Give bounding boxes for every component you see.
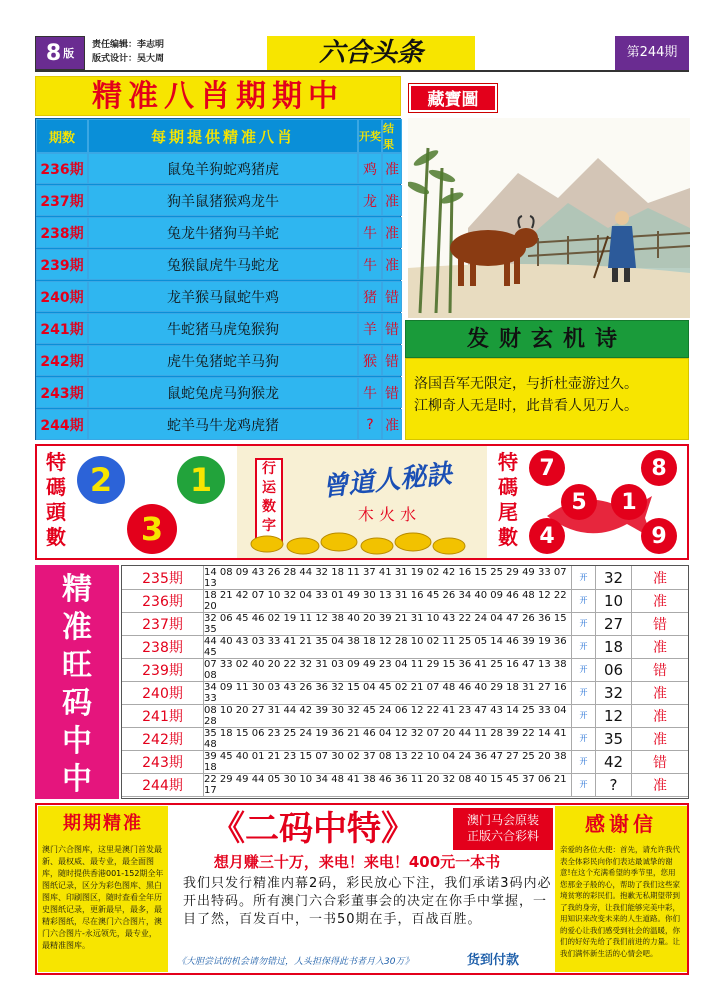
open-label: 开 (572, 750, 596, 773)
head-label-char: 數 (46, 525, 66, 549)
zodiac-table (35, 118, 401, 440)
main-title: 精准八肖期期中 (35, 76, 401, 116)
numbers-row (122, 658, 688, 682)
open-label: 开 (572, 612, 596, 635)
header-divider (35, 70, 689, 72)
gold-ingots-icon (237, 522, 487, 558)
numbers-row (122, 773, 688, 797)
numbers-row (122, 635, 688, 659)
numbers-result: 错 (653, 754, 667, 771)
table-row (36, 249, 402, 280)
row-draw: 猴 (358, 345, 382, 376)
numbers-row (122, 704, 688, 728)
row-zodiacs: 鼠兔羊狗蛇鸡猪虎 (88, 153, 358, 184)
row-draw: 鸡 (358, 153, 382, 184)
row-issue: 236期 (36, 153, 88, 184)
tail-ball: 5 (561, 484, 597, 520)
numbers-list: 32 06 45 46 02 19 11 12 38 40 20 39 21 31 10 43 22 24 04 47 26 36 15 35 (204, 612, 572, 635)
treasure-map-label: 藏寶圖 (409, 84, 497, 112)
editor-credits (92, 38, 262, 70)
lucky-label-char: 运 (262, 480, 276, 496)
ad-footer: 《大胆尝试的机会请勿错过，人头担保得此书者月入30万》 (177, 957, 414, 967)
numbers-result: 准 (653, 731, 667, 748)
numbers-issue: 237期 (122, 612, 204, 635)
row-zodiacs: 鼠蛇兔虎马狗猴龙 (88, 377, 358, 408)
row-issue: 241期 (36, 313, 88, 344)
row-zodiacs: 龙羊猴马鼠蛇牛鸡 (88, 281, 358, 312)
numbers-row (122, 566, 688, 590)
row-issue: 243期 (36, 377, 88, 408)
table-row (36, 217, 402, 248)
open-number: 10 (596, 589, 632, 612)
head-label-char: 碼 (46, 475, 66, 499)
numbers-list: 07 33 02 40 20 22 32 31 03 09 49 23 04 11 29 15 36 41 25 16 47 13 38 08 (204, 658, 572, 681)
row-draw: 牛 (358, 377, 382, 408)
numbers-row (122, 727, 688, 751)
table-header (36, 119, 402, 153)
numbers-list: 35 18 15 06 23 25 24 19 36 21 46 04 12 32 07 20 44 11 28 39 22 14 41 48 (204, 727, 572, 750)
numbers-issue: 243期 (122, 750, 204, 773)
designer-line: 版式设计：吴大周 (92, 54, 165, 64)
paper-title: 六合头条 (267, 36, 475, 70)
row-draw: 羊 (358, 313, 382, 344)
table-row (36, 377, 402, 408)
head-ball: 3 (127, 504, 177, 554)
row-result: 错 (382, 313, 402, 344)
header-draw: 开奖 (358, 119, 382, 153)
numbers-result: 准 (653, 639, 667, 656)
open-number: 27 (596, 612, 632, 635)
hot-numbers-table (121, 565, 689, 799)
open-label: 开 (572, 566, 596, 589)
poem-line-2: 江柳奇人无是时，此昔看人见万人。 (414, 398, 638, 414)
official-line-2: 正版六合彩料 (466, 829, 539, 843)
lucky-elements: 木 火 水 (357, 505, 417, 524)
ink-painting-farmer-ox (408, 118, 690, 318)
numbers-row (122, 612, 688, 636)
poem-line-1: 洛国吾军无限定，与折杜壶游过久。 (414, 376, 638, 392)
issue-number: 第244期 (615, 36, 689, 70)
row-result: 准 (382, 185, 402, 216)
head-ball: 2 (77, 456, 125, 504)
numbers-list: 08 10 20 27 31 44 42 39 30 32 45 24 06 12 22 41 23 47 43 14 25 33 04 28 (204, 704, 572, 727)
open-number: 32 (596, 566, 632, 589)
table-row (36, 409, 402, 440)
numbers-issue: 236期 (122, 589, 204, 612)
numbers-issue: 244期 (122, 773, 204, 796)
numbers-list: 44 40 43 03 33 41 21 35 04 38 18 12 28 10 02 11 25 05 14 46 39 19 36 45 (204, 635, 572, 658)
numbers-result: 准 (653, 685, 667, 702)
tail-label-char: 特 (498, 450, 518, 474)
hot-label-char: 码 (62, 686, 92, 721)
bottom-advert (35, 803, 689, 975)
thank-you-title: 感谢信 (555, 806, 687, 842)
open-label: 开 (572, 704, 596, 727)
open-number: 12 (596, 704, 632, 727)
row-issue: 239期 (36, 249, 88, 280)
hot-label-char: 旺 (62, 648, 92, 683)
numbers-list: 14 08 09 43 26 28 44 32 18 11 37 41 31 19 02 42 16 15 25 29 49 33 07 13 (204, 566, 572, 589)
left-ad-title: 期期精准 (38, 806, 168, 842)
row-zodiacs: 兔猴鼠虎牛马蛇龙 (88, 249, 358, 280)
tail-ball: 1 (611, 484, 647, 520)
numbers-issue: 239期 (122, 658, 204, 681)
tail-label-char: 數 (498, 525, 518, 549)
numbers-result: 错 (653, 662, 667, 679)
numbers-result: 准 (653, 593, 667, 610)
row-result: 错 (382, 281, 402, 312)
header-issue: 期数 (36, 119, 88, 153)
editor-line: 责任编辑：李志明 (92, 40, 165, 50)
open-number: 42 (596, 750, 632, 773)
row-draw: 牛 (358, 217, 382, 248)
ad-slogan: 想月赚三十万，来电！来电！400元一本书 (213, 853, 501, 871)
hot-label-char: 中 (62, 762, 92, 797)
tail-ball: 9 (641, 518, 677, 554)
open-label: 开 (572, 727, 596, 750)
hot-label-char: 准 (62, 610, 92, 645)
header-zodiacs: 每期提供精准八肖 (88, 119, 358, 153)
page-suffix: 版 (63, 47, 75, 60)
numbers-issue: 235期 (122, 566, 204, 589)
lucky-number-panel (237, 446, 487, 558)
row-draw: 龙 (358, 185, 382, 216)
head-ball: 1 (177, 456, 225, 504)
row-result: 准 (382, 217, 402, 248)
poem-title: 发财玄机诗 (405, 320, 689, 358)
ad-text: 我们只发行精准内幕2码，彩民放心下注，我们承诺3码内必开出特码。所有澳门六合彩董事会的决定在你手中掌握，一目了然，百发百中，一书50期在手，百战百胜。 (183, 876, 552, 927)
head-label-char: 特 (46, 450, 66, 474)
row-issue: 237期 (36, 185, 88, 216)
tail-label-char: 碼 (498, 475, 518, 499)
table-row (36, 185, 402, 216)
row-issue: 238期 (36, 217, 88, 248)
tail-number-label (493, 450, 523, 550)
row-result: 错 (382, 377, 402, 408)
poem-box (405, 358, 689, 440)
row-zodiacs: 虎牛兔猪蛇羊马狗 (88, 345, 358, 376)
row-result: 准 (382, 249, 402, 280)
row-zodiacs: 兔龙牛猪狗马羊蛇 (88, 217, 358, 248)
numbers-list: 34 09 11 30 03 43 26 36 32 15 04 45 02 21 07 48 46 40 29 18 31 27 16 33 (204, 681, 572, 704)
open-number: 35 (596, 727, 632, 750)
row-draw: 牛 (358, 249, 382, 280)
numbers-issue: 242期 (122, 727, 204, 750)
row-zodiacs: 牛蛇猪马虎兔猴狗 (88, 313, 358, 344)
open-label: 开 (572, 589, 596, 612)
open-label: 开 (572, 658, 596, 681)
numbers-row (122, 681, 688, 705)
table-row (36, 281, 402, 312)
head-number-label (41, 450, 71, 550)
tail-ball: 8 (641, 450, 677, 486)
numbers-result: 准 (653, 570, 667, 587)
numbers-issue: 241期 (122, 704, 204, 727)
left-ad-body: 澳门六合图库，这里是澳门首发最新、最权威、最专业，最全面图库，随时提供香港001-152期全年图纸记录，区分为彩色图库、黑白图库、印刷图区，随时查看全年历史图纸记录，更新最早，最多，最精彩图纸，尽在澳门六合图片，澳门六合图片-永远领先，最专业，最精准图库。 (38, 842, 168, 972)
open-number: ? (596, 773, 632, 796)
tail-ball: 7 (529, 450, 565, 486)
two-code-title: 《二码中特》 (211, 809, 415, 849)
table-row (36, 345, 402, 376)
open-number: 06 (596, 658, 632, 681)
tail-label-char: 尾 (498, 500, 518, 524)
page-number-badge (35, 36, 85, 70)
row-issue: 242期 (36, 345, 88, 376)
numbers-row (122, 750, 688, 774)
open-label: 开 (572, 773, 596, 796)
row-zodiacs: 狗羊鼠猪猴鸡龙牛 (88, 185, 358, 216)
thank-you-body: 亲爱的各位大使：首先，请允许我代表全体彩民向你们表达最诚挚的谢意!在这个充满希望的季节里，您用您那金子般的心，帮助了我们这些家境贫寒的彩民们。抱歉无私期望带到了我的身旁，让我们能够完美中彩，用知识来改变未来的人生道路。你们的爱心让我们感受到社会的温暖，你们的好好先给了我们前进的力量。让我们满怀新生活的心情会吧。 (555, 842, 687, 972)
table-row (36, 313, 402, 344)
row-issue: 240期 (36, 281, 88, 312)
table-row (36, 153, 402, 184)
header-result: 结果 (382, 119, 402, 153)
head-label-char: 頭 (46, 500, 66, 524)
row-zodiacs: 蛇羊马牛龙鸡虎猪 (88, 409, 358, 440)
numbers-result: 错 (653, 616, 667, 633)
lucky-title: 曾道人秘訣 (320, 459, 454, 503)
numbers-issue: 238期 (122, 635, 204, 658)
row-issue: 244期 (36, 409, 88, 440)
cash-on-delivery: 货到付款 (467, 953, 520, 968)
hot-numbers-label (35, 565, 119, 799)
lucky-label-char: 行 (262, 461, 276, 477)
numbers-result: 准 (653, 777, 667, 794)
open-label: 开 (572, 681, 596, 704)
open-label: 开 (572, 635, 596, 658)
open-number: 32 (596, 681, 632, 704)
tail-ball: 4 (529, 518, 565, 554)
row-result: 准 (382, 153, 402, 184)
numbers-result: 准 (653, 708, 667, 725)
row-draw: ? (358, 409, 382, 440)
open-number: 18 (596, 635, 632, 658)
lucky-label-char: 字 (262, 518, 276, 534)
numbers-list: 18 21 42 07 10 32 04 33 01 49 30 13 31 16 45 26 34 40 09 46 48 12 22 20 (204, 589, 572, 612)
row-draw: 猪 (358, 281, 382, 312)
page-number: 8 (45, 40, 62, 66)
numbers-issue: 240期 (122, 681, 204, 704)
special-numbers-block (35, 444, 689, 560)
row-result: 错 (382, 345, 402, 376)
numbers-list: 22 29 49 44 05 30 10 34 48 41 38 46 36 11 20 32 08 40 15 45 37 06 21 17 (204, 773, 572, 796)
official-label (453, 808, 553, 850)
lucky-label-char: 数 (262, 499, 276, 515)
row-result: 准 (382, 409, 402, 440)
numbers-row (122, 589, 688, 613)
official-line-1: 澳门马会原装 (466, 813, 539, 827)
hot-label-char: 精 (62, 572, 92, 607)
hot-label-char: 中 (62, 724, 92, 759)
numbers-list: 39 45 40 01 21 23 15 07 30 02 37 08 13 22 10 04 24 36 47 27 25 20 38 18 (204, 750, 572, 773)
